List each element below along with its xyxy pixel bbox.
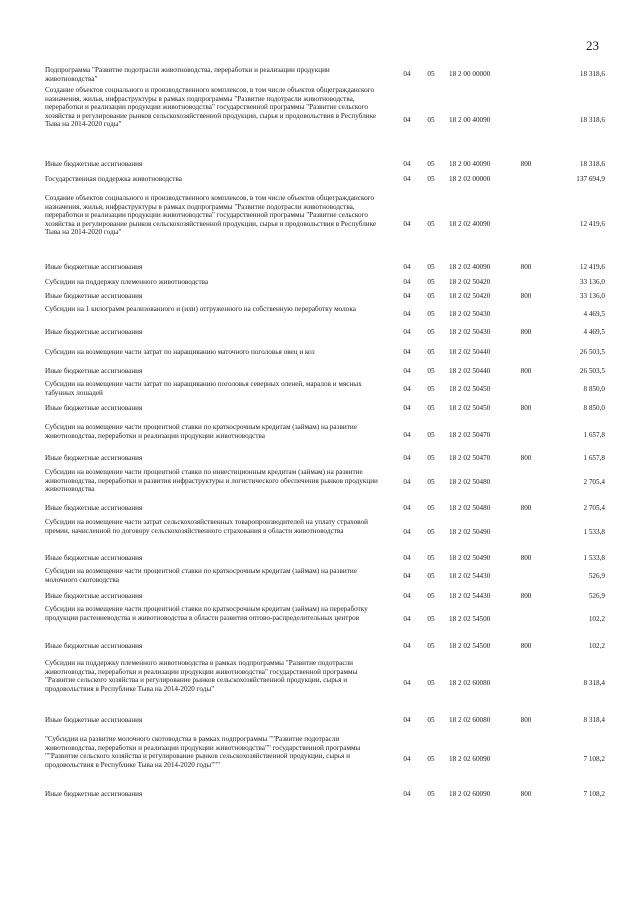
table-row bbox=[45, 160, 605, 169]
row-amount: 18 318,6 bbox=[579, 116, 605, 124]
row-code: 18 2 00 40090 bbox=[449, 160, 491, 168]
table-row bbox=[45, 194, 605, 252]
row-name: Создание объектов социального и производственного комплексов, в том числе объектов общегражданского назначения, жилья, инфраструктуры в рамках подпрограммы "Развитие подотрасли животноводства, переработки и реализации продукции животноводства" государственной программы "Развитие сельского хозяйства и регулирование рынков сельскохозяйственной продукции, сырья и продовольствия в Республике Тыва на 2014-2020 годы" bbox=[45, 194, 377, 236]
row-name: Иные бюджетные ассигнования bbox=[45, 160, 143, 168]
table-row bbox=[45, 348, 605, 357]
table-row bbox=[45, 642, 605, 651]
row-section: 04 bbox=[403, 367, 411, 375]
row-section: 04 bbox=[403, 615, 411, 623]
row-section: 04 bbox=[403, 755, 411, 763]
row-code: 18 2 00 40090 bbox=[449, 116, 491, 124]
row-amount: 8 318,4 bbox=[583, 679, 605, 687]
row-section: 04 bbox=[403, 504, 411, 512]
row-subsection: 05 bbox=[427, 679, 435, 687]
row-name: Субсидии на 1 килограмм реализованного и (или) отгруженного на собственную переработку молока bbox=[45, 305, 356, 313]
row-name: Подпрограмма "Развитие подотрасли животноводства, переработки и реализации продукции животноводства" bbox=[45, 66, 330, 83]
row-name: Иные бюджетные ассигнования bbox=[45, 554, 143, 562]
row-section: 04 bbox=[403, 328, 411, 336]
row-code: 18 2 02 50470 bbox=[449, 454, 491, 462]
row-name: Субсидии на возмещение части затрат по наращиванию маточного поголовья овец и коз bbox=[45, 348, 315, 356]
row-amount: 102,2 bbox=[588, 642, 605, 650]
row-section: 04 bbox=[403, 175, 411, 183]
row-section: 04 bbox=[403, 385, 411, 393]
row-section: 04 bbox=[403, 160, 411, 168]
row-type: 800 bbox=[520, 642, 532, 650]
row-code: 18 2 02 54430 bbox=[449, 572, 491, 580]
table-row bbox=[45, 328, 605, 337]
row-amount: 18 318,6 bbox=[579, 160, 605, 168]
row-name: "Субсидии на развитие молочного скотоводства в рамках подпрограммы ""Развитие подотрасли животноводства, переработки и реализации продукции животноводства"" государственной программы ""Развитие сельского хозяйства и регулирование рынков сельскохозяйственной продукции, сырья и продовольствия в Республике Тыва на 2014-2020 годы""" bbox=[45, 735, 361, 769]
table-row bbox=[45, 716, 605, 725]
row-code: 18 2 02 50490 bbox=[449, 528, 491, 536]
row-subsection: 05 bbox=[427, 592, 435, 600]
row-type: 800 bbox=[520, 160, 532, 168]
row-amount: 526,9 bbox=[588, 572, 605, 580]
row-type: 800 bbox=[520, 292, 532, 300]
row-subsection: 05 bbox=[427, 454, 435, 462]
table-row bbox=[45, 86, 605, 152]
row-amount: 8 850,0 bbox=[583, 404, 605, 412]
row-name: Иные бюджетные ассигнования bbox=[45, 367, 143, 375]
table-row bbox=[45, 292, 605, 301]
row-amount: 526,9 bbox=[588, 592, 605, 600]
row-name: Субсидии на возмещение части затрат по наращиванию поголовья северных оленей, маралов и мясных табунных лошадей bbox=[45, 380, 362, 397]
row-amount: 12 419,6 bbox=[579, 263, 605, 271]
row-code: 18 2 02 60090 bbox=[449, 790, 491, 798]
row-subsection: 05 bbox=[427, 528, 435, 536]
row-section: 04 bbox=[403, 292, 411, 300]
row-subsection: 05 bbox=[427, 404, 435, 412]
row-code: 18 2 02 50470 bbox=[449, 431, 491, 439]
row-amount: 12 419,6 bbox=[579, 220, 605, 228]
row-code: 18 2 02 50440 bbox=[449, 348, 491, 356]
row-subsection: 05 bbox=[427, 278, 435, 286]
row-subsection: 05 bbox=[427, 348, 435, 356]
row-name: Субсидии на поддержку племенного животноводства в рамках подпрограммы "Развитие подотрасли животноводства, переработки и реализации продукции животноводства" государственной программы "Развитие сельского хозяйства и регулирование рынков сельскохозяйственной продукции, сырья и продовольствия в Республике Тыва на 2014-2020 годы" bbox=[45, 659, 358, 693]
row-section: 04 bbox=[403, 790, 411, 798]
row-name: Иные бюджетные ассигнования bbox=[45, 404, 143, 412]
row-type: 800 bbox=[520, 367, 532, 375]
row-code: 18 2 00 00000 bbox=[449, 70, 491, 78]
row-amount: 2 705,4 bbox=[583, 478, 605, 486]
row-name: Субсидии на возмещение части затрат сельскохозяйственных товаропроизводителей на уплату страховой премии, начисленной по договору сельскохозяйственного страхования в области животноводства bbox=[45, 518, 368, 535]
table-row bbox=[45, 659, 605, 709]
row-subsection: 05 bbox=[427, 385, 435, 393]
row-name: Субсидии на возмещение части процентной ставки по краткосрочным кредитам (займам) на развитие животноводства, переработки и реализации продукции животноводства bbox=[45, 423, 357, 440]
row-amount: 26 503,5 bbox=[579, 367, 605, 375]
row-amount: 8 318,4 bbox=[583, 716, 605, 724]
row-subsection: 05 bbox=[427, 220, 435, 228]
row-code: 18 2 02 60080 bbox=[449, 679, 491, 687]
table-row bbox=[45, 278, 605, 287]
row-subsection: 05 bbox=[427, 175, 435, 183]
row-subsection: 05 bbox=[427, 70, 435, 78]
row-code: 18 2 02 54430 bbox=[449, 592, 491, 600]
row-subsection: 05 bbox=[427, 642, 435, 650]
row-name: Субсидии на поддержку племенного животноводства bbox=[45, 278, 209, 286]
row-code: 18 2 02 00000 bbox=[449, 175, 491, 183]
row-code: 18 2 02 60080 bbox=[449, 716, 491, 724]
row-section: 04 bbox=[403, 478, 411, 486]
row-section: 04 bbox=[403, 642, 411, 650]
row-subsection: 05 bbox=[427, 310, 435, 318]
row-amount: 1 533,8 bbox=[583, 554, 605, 562]
row-code: 18 2 02 40090 bbox=[449, 263, 491, 271]
row-subsection: 05 bbox=[427, 328, 435, 336]
table-row bbox=[45, 790, 605, 799]
row-type: 800 bbox=[520, 716, 532, 724]
row-section: 04 bbox=[403, 278, 411, 286]
table-row bbox=[45, 66, 605, 82]
row-code: 18 2 02 54500 bbox=[449, 642, 491, 650]
row-type: 800 bbox=[520, 404, 532, 412]
row-section: 04 bbox=[403, 404, 411, 412]
row-section: 04 bbox=[403, 554, 411, 562]
row-type: 800 bbox=[520, 592, 532, 600]
row-name: Иные бюджетные ассигнования bbox=[45, 716, 143, 724]
row-name: Иные бюджетные ассигнования bbox=[45, 454, 143, 462]
table-row bbox=[45, 404, 605, 413]
table-row bbox=[45, 735, 605, 785]
row-name: Создание объектов социального и производственного комплексов, в том числе объектов общегражданского назначения, жилья, инфраструктуры в рамках подпрограммы "Развитие подотрасли животноводства, переработки и реализации продукции животноводства" государственной программы "Развитие сельского хозяйства и регулирование рынков сельскохозяйственной продукции, сырья и продовольствия в Республике Тыва на 2014-2020 годы" bbox=[45, 86, 377, 128]
row-code: 18 2 02 54500 bbox=[449, 615, 491, 623]
table-row bbox=[45, 605, 605, 633]
row-section: 04 bbox=[403, 592, 411, 600]
row-section: 04 bbox=[403, 679, 411, 687]
row-subsection: 05 bbox=[427, 478, 435, 486]
row-subsection: 05 bbox=[427, 263, 435, 271]
row-code: 18 2 02 50420 bbox=[449, 292, 491, 300]
row-code: 18 2 02 50440 bbox=[449, 367, 491, 375]
row-subsection: 05 bbox=[427, 292, 435, 300]
row-section: 04 bbox=[403, 220, 411, 228]
row-name: Государственная поддержка животноводства bbox=[45, 175, 182, 183]
row-name: Субсидии на возмещение части процентной ставки по инвестиционным кредитам (займам) на развитие животноводства, переработки и развития инфраструктуры и логистического обеспечения рынков продукции животноводства bbox=[45, 468, 378, 493]
table-row bbox=[45, 367, 605, 376]
table-row bbox=[45, 175, 605, 184]
row-code: 18 2 02 50420 bbox=[449, 278, 491, 286]
row-amount: 4 469,5 bbox=[583, 328, 605, 336]
row-amount: 137 694,9 bbox=[576, 175, 605, 183]
row-subsection: 05 bbox=[427, 504, 435, 512]
row-amount: 1 533,8 bbox=[583, 528, 605, 536]
table-row bbox=[45, 592, 605, 601]
row-subsection: 05 bbox=[427, 716, 435, 724]
row-amount: 102,2 bbox=[588, 615, 605, 623]
table-row bbox=[45, 504, 605, 513]
page-number: 23 bbox=[586, 38, 599, 53]
row-type: 800 bbox=[520, 504, 532, 512]
row-code: 18 2 02 50430 bbox=[449, 310, 491, 318]
row-amount: 26 503,5 bbox=[579, 348, 605, 356]
row-subsection: 05 bbox=[427, 554, 435, 562]
row-subsection: 05 bbox=[427, 615, 435, 623]
table-row bbox=[45, 263, 605, 272]
row-section: 04 bbox=[403, 572, 411, 580]
row-section: 04 bbox=[403, 263, 411, 271]
row-amount: 33 136,0 bbox=[579, 292, 605, 300]
row-amount: 1 657,8 bbox=[583, 454, 605, 462]
row-subsection: 05 bbox=[427, 572, 435, 580]
row-name: Субсидии на возмещение части процентной ставки по краткосрочным кредитам (займам) на переработку продукции растениеводства и животноводства в области развития оптово-распределительных центров bbox=[45, 605, 368, 622]
row-amount: 1 657,8 bbox=[583, 431, 605, 439]
table-row bbox=[45, 380, 605, 398]
table-row bbox=[45, 454, 605, 463]
row-amount: 8 850,0 bbox=[583, 385, 605, 393]
row-section: 04 bbox=[403, 716, 411, 724]
row-code: 18 2 02 50480 bbox=[449, 478, 491, 486]
row-name: Иные бюджетные ассигнования bbox=[45, 504, 143, 512]
row-section: 04 bbox=[403, 454, 411, 462]
table-row bbox=[45, 423, 605, 441]
row-subsection: 05 bbox=[427, 431, 435, 439]
row-code: 18 2 02 50430 bbox=[449, 328, 491, 336]
row-amount: 7 108,2 bbox=[583, 755, 605, 763]
row-code: 18 2 02 50450 bbox=[449, 385, 491, 393]
row-subsection: 05 bbox=[427, 790, 435, 798]
row-subsection: 05 bbox=[427, 367, 435, 375]
row-name: Иные бюджетные ассигнования bbox=[45, 790, 143, 798]
row-code: 18 2 02 50490 bbox=[449, 554, 491, 562]
row-type: 800 bbox=[520, 328, 532, 336]
row-subsection: 05 bbox=[427, 160, 435, 168]
table-row bbox=[45, 518, 605, 546]
row-section: 04 bbox=[403, 528, 411, 536]
row-amount: 33 136,0 bbox=[579, 278, 605, 286]
row-section: 04 bbox=[403, 70, 411, 78]
row-amount: 4 469,5 bbox=[583, 310, 605, 318]
row-section: 04 bbox=[403, 116, 411, 124]
row-type: 800 bbox=[520, 263, 532, 271]
row-name: Иные бюджетные ассигнования bbox=[45, 263, 143, 271]
row-code: 18 2 02 60090 bbox=[449, 755, 491, 763]
row-code: 18 2 02 40090 bbox=[449, 220, 491, 228]
row-subsection: 05 bbox=[427, 755, 435, 763]
row-section: 04 bbox=[403, 310, 411, 318]
row-type: 800 bbox=[520, 454, 532, 462]
row-amount: 7 108,2 bbox=[583, 790, 605, 798]
table-row bbox=[45, 567, 605, 585]
row-name: Иные бюджетные ассигнования bbox=[45, 292, 143, 300]
row-subsection: 05 bbox=[427, 116, 435, 124]
row-name: Иные бюджетные ассигнования bbox=[45, 642, 143, 650]
row-section: 04 bbox=[403, 431, 411, 439]
row-code: 18 2 02 50480 bbox=[449, 504, 491, 512]
row-code: 18 2 02 50450 bbox=[449, 404, 491, 412]
row-name: Иные бюджетные ассигнования bbox=[45, 592, 143, 600]
row-name: Иные бюджетные ассигнования bbox=[45, 328, 143, 336]
row-type: 800 bbox=[520, 554, 532, 562]
row-type: 800 bbox=[520, 790, 532, 798]
table-row bbox=[45, 554, 605, 563]
table-row bbox=[45, 305, 605, 323]
row-section: 04 bbox=[403, 348, 411, 356]
row-name: Субсидии на возмещение части процентной ставки по краткосрочным кредитам (займам) на развитие молочного скотоводства bbox=[45, 567, 357, 584]
row-amount: 2 705,4 bbox=[583, 504, 605, 512]
table-row bbox=[45, 468, 605, 496]
row-amount: 18 318,6 bbox=[579, 70, 605, 78]
